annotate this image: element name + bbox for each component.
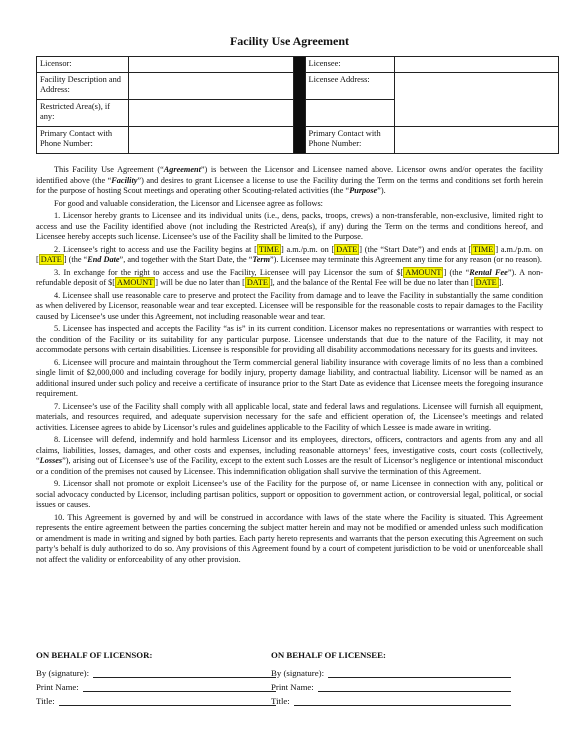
blank-cell <box>305 100 395 127</box>
clause-8: 8. Licensee will defend, indemnify and hold harmless Licensor and its employees, directors, officers, contractors and agents from any and all claims, liabilities, losses, damages, and other costs and expenses, including reasonable attorneys’ fees, investigative costs, court costs (collectively, “Losses”), arising out of Licensee’s use of the Facility, except to the extent such Losses are the result of Licensor’s negligence or intentional misconduct or a condition of the premises not caused by Licensee. This indemnification obligation shall survive the termination of this Agreement. <box>36 435 543 476</box>
licensor-title-line[interactable] <box>59 696 276 706</box>
facility-field[interactable] <box>128 73 294 100</box>
time-placeholder[interactable]: TIME <box>258 244 280 254</box>
licensor-signature-line[interactable] <box>93 668 276 678</box>
licensee-address-label: Licensee Address: <box>305 73 395 100</box>
table-divider <box>294 57 305 154</box>
clause-6: 6. Licensee will procure and maintain throughout the Term commercial general liability insurance with coverage limits of no less than a combined single limit of $2,000,000 and including coverage for bodily injury, property damage liability, and contractual liability. Licensor will be named as an additional insured under such policy and receive a certificate of insurance prior to the Start Date as evidence that Licensee meets the foregoing insurance requirement. <box>36 357 543 398</box>
consideration-paragraph: For good and valuable consideration, the Licensor and Licensee agree as follows: <box>54 198 323 208</box>
parties-table <box>36 56 559 154</box>
document-title: Facility Use Agreement <box>229 34 350 48</box>
licensee-signature-line[interactable] <box>328 668 511 678</box>
print-name-label: Print Name: <box>36 682 79 692</box>
title-label: Title: <box>271 696 290 706</box>
licensor-contact-label: Primary Contact with Phone Number: <box>37 127 129 154</box>
clause-2: 2. Licensee’s right to access and use the Facility begins at [ TIME ] a.m./p.m. on [ DATE ] (the “Start Date”) and ends at [ TIME ] a.m./p.m. on [ DATE ] (the “End Date”, and together with the Start Date, the “Term”). Licensee may terminate this Agreement any time for any reason (or no reason). <box>36 244 543 264</box>
licensor-print-name-line[interactable] <box>83 682 276 692</box>
licensee-field[interactable] <box>395 57 559 73</box>
intro-paragraph: This Facility Use Agreement (“Agreement”) is between the Licensor and Licensee named above. Licensor owns and/or operates the facility identified above (the “Facility”) and desires to grant Licensee a license to use the Facility during the Term on the terms and conditions set forth herein for the purpose of hosting Scout meetings and operating other Scouting-related activities (the “Purpose”). <box>36 165 543 195</box>
licensee-signature-column <box>271 650 511 706</box>
agreement-body <box>36 165 543 565</box>
amount-placeholder[interactable]: AMOUNT <box>117 278 154 287</box>
date-placeholder[interactable]: DATE <box>475 278 497 287</box>
clause-9: 9. Licensor shall not promote or exploit Licensee’s use of the Facility for the purpose of, or name Licensee in connection with any, political or social advocacy conducted by Licensor, including partisan politics, support or opposition to government action, or controversial legal, political, or social issues or causes. <box>36 479 543 509</box>
licensor-signature-heading: ON BEHALF OF LICENSOR: <box>36 650 153 660</box>
licensor-contact-field[interactable] <box>128 127 294 154</box>
licensee-signature-heading: ON BEHALF OF LICENSEE: <box>271 650 386 660</box>
licensor-signature-column <box>36 650 276 706</box>
licensor-label: Licensor: <box>37 57 129 73</box>
title-label: Title: <box>36 696 55 706</box>
print-name-label: Print Name: <box>271 682 314 692</box>
amount-placeholder[interactable]: AMOUNT <box>405 267 442 277</box>
by-signature-label: By (signature): <box>271 668 325 678</box>
clause-4: 4. Licensee shall use reasonable care to preserve and protect the Facility from damage and to leave the Facility in substantially the same condition as when delivered by Licensor, reasonable wear and tear excepted. Licensee will be responsible for the reasonable costs to repair damages to the Facility caused by Licensee’s use under this Agreement, not including reasonable wear and tear. <box>36 290 543 321</box>
clause-7: 7. Licensee’s use of the Facility shall comply with all applicable local, state and federal laws and regulations. Licensee will furnish all equipment, materials, and resources required, and adequate supervision necessary for the safe and efficient operation of, the Licensee’s meetings and related activities. Licensee agrees to abide by Licensor’s rules and guidelines applicable to the Facility of which Lessee is made aware in writing. <box>36 401 543 432</box>
by-signature-label: By (signature): <box>36 668 90 678</box>
facility-label: Facility Description and Address: <box>37 73 129 100</box>
restricted-area-label: Restricted Area(s), if any: <box>37 100 129 127</box>
clause-10: 10. This Agreement is governed by and will be construed in accordance with laws of the state where the Facility is situated. This Agreement represents the entire agreement between the parties concerning the subject matter herein and may not be modified or amended unless such modification or amendment is made in writing and signed by both parties. Each party hereto represents and warrants that the person executing this Agreement on such party’s behalf is duly authorized to do so. Any provisions of this Agreement found by a court of competent jurisdiction to be void or unenforceable shall not affect the validity or enforceability of any other provision. <box>36 512 543 564</box>
licensee-print-name-line[interactable] <box>318 682 511 692</box>
licensee-title-line[interactable] <box>294 696 511 706</box>
time-placeholder[interactable]: TIME <box>473 244 494 254</box>
licensee-contact-label: Primary Contact with Phone Number: <box>305 127 395 154</box>
licensee-label: Licensee: <box>305 57 395 73</box>
clause-5: 5. Licensee has inspected and accepts the Facility “as is” in its current condition. Licensor makes no representations or warranties with respect to the condition of the Facility or its suitability for any particular purpose. Licensee understands that due to the nature of the Facility, it may not accommodate persons with certain disabilities. Licensee is responsible for providing all disability accommodations necessary for its guests and invitees. <box>36 324 543 354</box>
licensee-contact-field[interactable] <box>395 127 559 154</box>
date-placeholder[interactable]: DATE <box>40 255 62 264</box>
restricted-area-field[interactable] <box>128 100 294 127</box>
date-placeholder[interactable]: DATE <box>336 244 358 254</box>
date-placeholder[interactable]: DATE <box>246 278 268 287</box>
clause-1: 1. Licensor hereby grants to Licensee and its individual units (i.e., dens, packs, troops, crews) a non-transferable, non-exclusive, limited right to access and use the Facility identified above (not including the Restricted Area(s), if any) during the Term on the terms and conditions hereof, and Licensee hereby accepts such license. Licensee’s use of the Facility shall be limited to the Purpose. <box>36 211 543 241</box>
licensor-field[interactable] <box>128 57 294 73</box>
licensee-address-field[interactable] <box>395 73 559 127</box>
clause-3: 3. In exchange for the right to access and use the Facility, Licensee will pay Licensor the sum of $[ AMOUNT ] (the “Rental Fee”). A non-refundable deposit of $[ AMOUNT ] will be due no later than [ DATE ], and the balance of the Rental Fee will be due no later than [ DATE ]. <box>36 267 543 287</box>
